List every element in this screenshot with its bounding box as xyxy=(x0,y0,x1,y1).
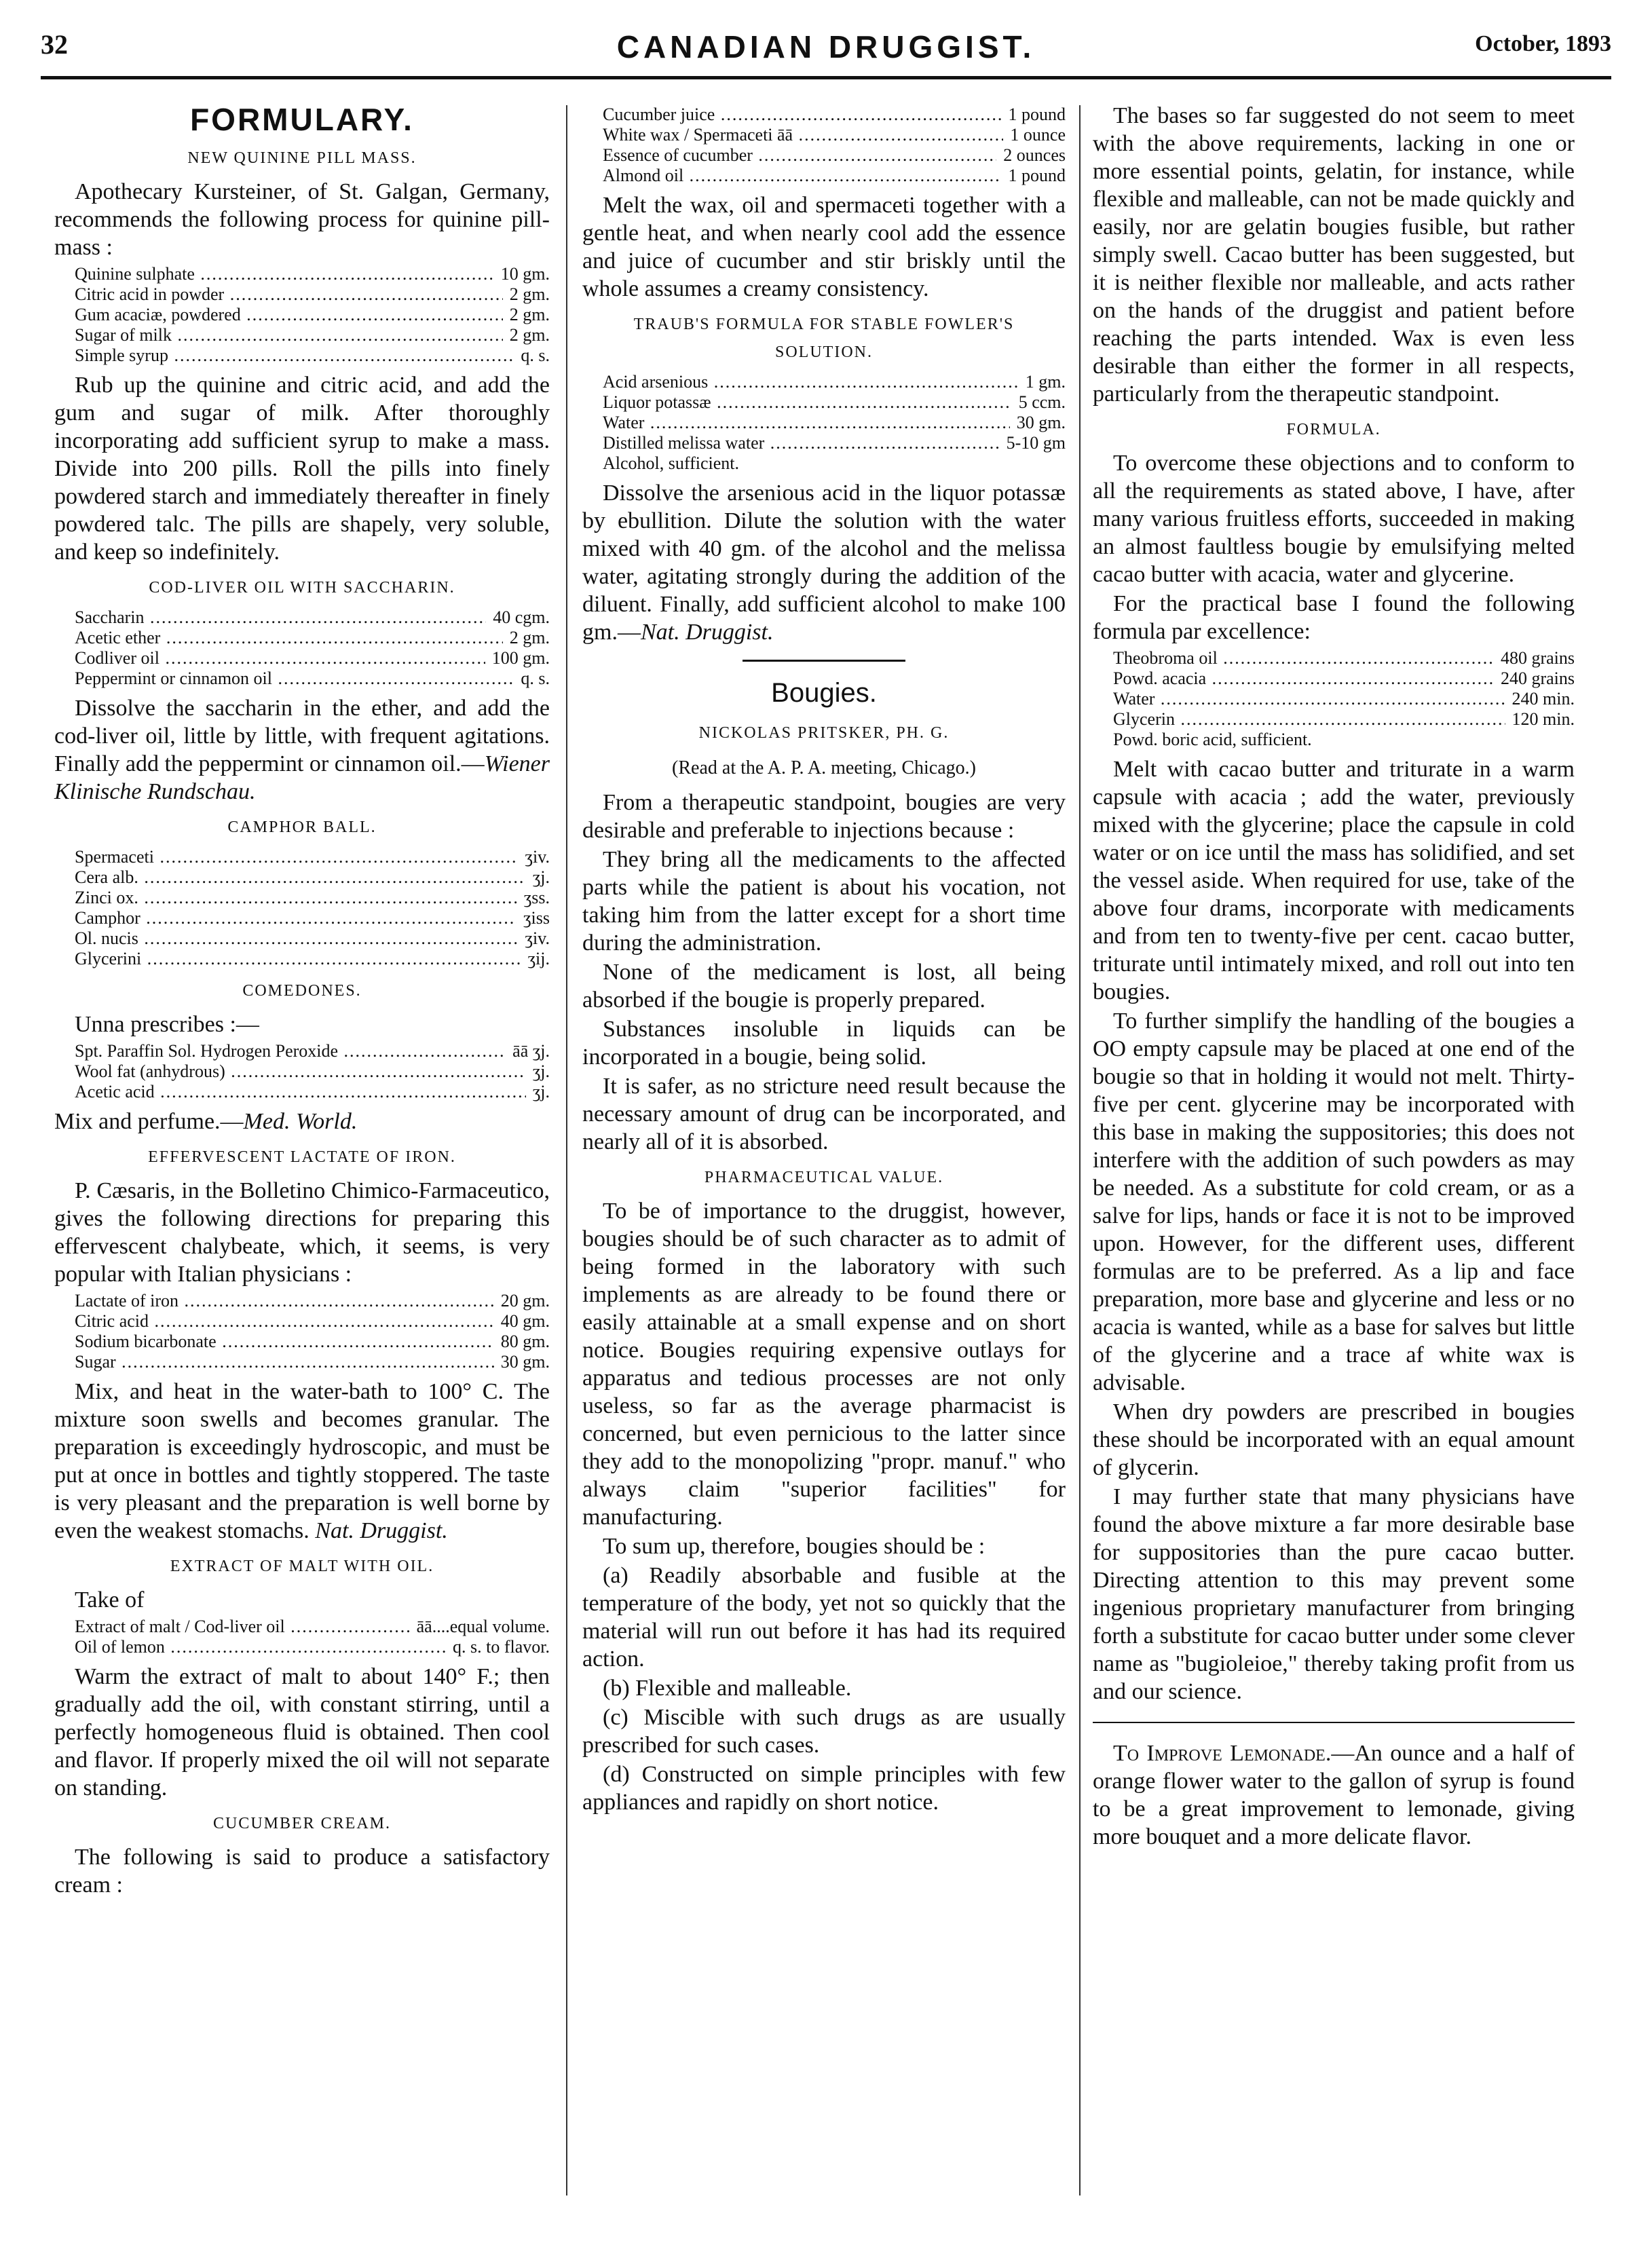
ingredient-name: Cera alb. ..... xyxy=(75,867,526,888)
ingredient-amount: q. s. xyxy=(514,345,550,366)
ingredient-amount: 40 cgm. xyxy=(486,607,550,628)
bougies-p14: I may further state that many physicians have found the above mixture a far more desirable base for suppositories than the pure cacao butter. Directing attention to this may prevent some ingenious proprietary manufacturer from bringing forth a substitute for cacao butter under some clever name as "bugioleioe," thereby taking profit from us and our science. xyxy=(1093,1484,1575,1704)
ingredient-row xyxy=(1113,648,1575,668)
ingredient-amount: 240 grains xyxy=(1494,668,1575,689)
ingredient-amount: 2 gm. xyxy=(503,325,550,345)
ingredient-name: Quinine sulphate ..... xyxy=(75,264,494,284)
ingredient-row xyxy=(75,1637,550,1657)
ingredient-row xyxy=(75,1061,550,1082)
ingredient-amount xyxy=(1059,453,1066,474)
ingredient-name: Lactate of iron ..... xyxy=(75,1291,494,1311)
ingredient-row xyxy=(75,888,550,908)
ingredient-amount: 5-10 gm xyxy=(1000,433,1066,453)
ingredient-name: Saccharin ..... xyxy=(75,607,486,628)
bougies-p9: To overcome these objections and to conform to all the requirements as stated above, I have, after many various fruitless efforts, succeeded in making an almost faultless bougie by emulsifying melted cacao butter with acacia, water and glycerine. xyxy=(1093,451,1575,587)
comedones-intro: Unna prescribes :— xyxy=(75,1012,259,1037)
bougies-p1: From a therapeutic standpoint, bougies are very desirable and preferable to injections because : xyxy=(582,790,1066,843)
comedones-ingredients xyxy=(75,1041,550,1102)
quinine-ingredients xyxy=(75,264,550,366)
ingredient-name: Sodium bicarbonate ..... xyxy=(75,1332,494,1352)
ingredient-amount: 10 gm. xyxy=(494,264,550,284)
ingredient-name: Spt. Paraffin Sol. Hydrogen Peroxide ..... xyxy=(75,1041,506,1061)
ingredient-row xyxy=(75,928,550,949)
bougies-list-b: (b) Flexible and malleable. xyxy=(603,1676,852,1701)
ingredient-amount: 2 gm. xyxy=(503,305,550,325)
ingredient-amount: 480 grains xyxy=(1494,648,1575,668)
ingredient-amount: ʒiv. xyxy=(518,928,550,949)
ingredient-row xyxy=(603,125,1066,145)
ingredient-name: Camphor ..... xyxy=(75,908,517,928)
issue-date: October, 1893 xyxy=(1475,31,1611,56)
ingredient-amount: q. s. to flavor. xyxy=(446,1637,550,1657)
ingredient-amount: 30 gm. xyxy=(1010,413,1066,433)
quinine-subtitle: NEW QUININE PILL MASS. xyxy=(187,149,417,167)
section-rule xyxy=(743,660,905,662)
ingredient-row xyxy=(75,345,550,366)
ingredient-row xyxy=(603,372,1066,392)
ingredient-amount: 5 ccm. xyxy=(1012,392,1066,413)
ingredient-name: Simple syrup ..... xyxy=(75,345,514,366)
lactate-subtitle: EFFERVESCENT LACTATE OF IRON. xyxy=(148,1148,456,1166)
ingredient-name: Wool fat (anhydrous) ..... xyxy=(75,1061,526,1082)
ingredient-name: Almond oil ..... xyxy=(603,166,1002,186)
ingredient-amount: 1 gm. xyxy=(1019,372,1066,392)
ingredient-name: Water ..... xyxy=(1113,689,1505,709)
ingredient-row xyxy=(1113,689,1575,709)
bougies-list-d: (d) Constructed on simple principles with few appliances and rapidly on short notice. xyxy=(582,1762,1066,1815)
ingredient-row xyxy=(603,392,1066,413)
ingredient-amount: 2 ounces xyxy=(996,145,1066,166)
ingredient-amount: 1 pound xyxy=(1002,105,1066,125)
ingredient-amount: ʒj. xyxy=(526,1061,550,1082)
formulary-title: FORMULARY. xyxy=(190,102,414,137)
bougies-p8: The bases so far suggested do not seem to meet with the above requirements, lacking in one or more essential points, gelatin, for instance, while flexible and malleable, can not be made quickly and easily, nor are gelatin bougies fusible, but rather simply swell. Cacao butter has been suggested, but it is neither flexible nor malleable, and acts rather on the hands of the druggist and patient before reaching the parts intended. Wax is even less desirable than either the former in all respects, particularly from the therapeutic standpoint. xyxy=(1093,103,1575,407)
ingredient-amount: 30 gm. xyxy=(494,1352,550,1372)
ingredient-name: Oil of lemon ..... xyxy=(75,1637,446,1657)
ingredient-name: Glycerini ..... xyxy=(75,949,521,969)
lemonade-heading: To Improve Lemonade. xyxy=(1113,1741,1332,1766)
bougies-list-c: (c) Miscible with such drugs as are usually prescribed for such cases. xyxy=(582,1705,1066,1758)
ingredient-amount: 20 gm. xyxy=(494,1291,550,1311)
bougies-p12: To further simplify the handling of the bougies a OO empty capsule may be placed at one end of the bougie so that in holding it would not melt. Thirty-five per cent. glycerine may be incorporated with this base in making the suppositories; this does not interfere with the addition of such powders as may be needed. As a substitute for cold cream, or as a salve for lips, hands or face it is not to be improved upon. However, for the different uses, different formulas are to be preferred. As a lip and face preparation, more base and glycerine and less or no acacia is wanted, while as a base for salves but little of the glycerine and a trace af white wax is advisable. xyxy=(1093,1009,1575,1395)
ingredient-amount: 2 gm. xyxy=(503,628,550,648)
ingredient-name: Powd. boric acid, sufficient. xyxy=(1113,730,1312,749)
fowler-subtitle: TRAUB'S FORMULA FOR STABLE FOWLER'S SOLUTION. xyxy=(633,316,1015,361)
ingredient-amount: ʒiss xyxy=(517,908,550,928)
ingredient-row xyxy=(75,1082,550,1102)
column-1 xyxy=(54,88,550,1900)
bougies-p10: For the practical base I found the following formula par excellence: xyxy=(1093,591,1575,644)
ingredient-name: Cucumber juice ..... xyxy=(603,105,1002,125)
ingredient-amount: 1 pound xyxy=(1002,166,1066,186)
ingredient-row xyxy=(75,1332,550,1352)
ingredient-name: Glycerin ..... xyxy=(1113,709,1505,730)
ingredient-name: Citric acid ..... xyxy=(75,1311,494,1332)
cucumber-subtitle: CUCUMBER CREAM. xyxy=(212,1815,392,1832)
bougies-author: NICKOLAS PRITSKER, PH. G. xyxy=(698,724,950,742)
ingredient-name: Theobroma oil ..... xyxy=(1113,648,1494,668)
bougies-p13: When dry powders are prescribed in bougies these should be incorporated with an equal amount of glycerin. xyxy=(1093,1399,1575,1480)
bougies-note: (Read at the A. P. A. meeting, Chicago.) xyxy=(672,757,976,778)
ingredient-amount: ʒss. xyxy=(517,888,550,908)
bougies-p4: Substances insoluble in liquids can be incorporated in a bougie, being solid. xyxy=(582,1017,1066,1070)
malt-text: Warm the extract of malt to about 140° F.; then gradually add the oil, with constant stirring, until a perfectly homogeneous fluid is obtained. Then cool and flavor. If properly mixed the oil will not separate on standing. xyxy=(54,1664,550,1801)
ingredient-amount: 1 ounce xyxy=(1003,125,1066,145)
lactate-text: Mix, and heat in the water-bath to 100° C. The mixture soon swells and becomes granular. The preparation is exceedingly hydroscopic, and must be put at once in bottles and tightly stoppered. The taste is very pleasant and the preparation is well borne by even the weakest stomachs. Nat. Druggist. xyxy=(54,1379,550,1543)
ingredient-amount: 40 gm. xyxy=(494,1311,550,1332)
ingredient-row xyxy=(75,264,550,284)
cucumber-ingredients xyxy=(603,105,1066,186)
lactate-intro: P. Cæsaris, in the Bolletino Chimico-Farmaceutico, gives the following directions for preparing this effervescent chalybeate, which, it seems, is very popular with Italian physicians : xyxy=(54,1178,550,1287)
ingredient-row xyxy=(75,668,550,689)
ingredient-amount: q. s. xyxy=(514,668,550,689)
malt-ingredients xyxy=(75,1617,550,1657)
ingredient-row xyxy=(75,867,550,888)
ingredient-row xyxy=(75,1617,550,1637)
column-divider-1 xyxy=(566,105,567,2195)
ingredient-row xyxy=(75,325,550,345)
fowler-text: Dissolve the arsenious acid in the liquor potassæ by ebullition. Dilute the solution with the water mixed with 40 gm. of the alcohol and the melissa water, agitating strongly during the addition of the diluent. Finally, add sufficient alcohol to make 100 gm.—Nat. Druggist. xyxy=(582,480,1066,645)
ingredient-name: White wax / Spermaceti āā ..... xyxy=(603,125,1003,145)
bougies-title: Bougies. xyxy=(771,678,877,708)
comedones-subtitle: COMEDONES. xyxy=(242,982,362,1000)
page-number: 32 xyxy=(41,29,68,60)
ingredient-row xyxy=(603,105,1066,125)
codliver-text: Dissolve the saccharin in the ether, and add the cod-liver oil, little by little, with frequent agitations. Finally add the peppermint or cinnamon oil.—Wiener Klinische Rundschau. xyxy=(54,696,550,804)
ingredient-amount: ʒj. xyxy=(526,867,550,888)
ingredient-name: Powd. acacia ..... xyxy=(1113,668,1494,689)
ingredient-row xyxy=(75,628,550,648)
ingredient-name: Sugar of milk ..... xyxy=(75,325,503,345)
ingredient-name: Acetic ether ..... xyxy=(75,628,503,648)
ingredient-amount xyxy=(1568,730,1575,750)
ingredient-name: Ol. nucis ..... xyxy=(75,928,518,949)
ingredient-name: Extract of malt / Cod-liver oil ..... xyxy=(75,1617,410,1637)
ingredient-name: Water ..... xyxy=(603,413,1010,433)
ingredient-amount: ʒiv. xyxy=(518,847,550,867)
ingredient-name: Sugar ..... xyxy=(75,1352,494,1372)
cucumber-text: Melt the wax, oil and spermaceti together with a gentle heat, and when nearly cool add the essence and juice of cucumber and stir briskly until the whole assumes a creamy consistency. xyxy=(582,193,1066,301)
formula-subtitle: FORMULA. xyxy=(1286,421,1381,438)
column-divider-2 xyxy=(1079,105,1081,2195)
ingredient-amount: 240 min. xyxy=(1505,689,1575,709)
ingredient-row xyxy=(75,305,550,325)
ingredient-amount: ʒj. xyxy=(526,1082,550,1102)
bougies-p3: None of the medicament is lost, all being absorbed if the bougie is properly prepared. xyxy=(582,960,1066,1013)
codliver-subtitle: COD-LIVER OIL WITH SACCHARIN. xyxy=(149,579,455,597)
ingredient-row xyxy=(603,166,1066,186)
ingredient-amount: 120 min. xyxy=(1505,709,1575,730)
ingredient-row xyxy=(1113,709,1575,730)
lemonade-text: —An ounce and a half of orange flower water to the gallon of syrup is found to be a great improvement to lemonade, giving more bouquet and a more delicate flavor. xyxy=(1093,1741,1575,1849)
lactate-ingredients xyxy=(75,1291,550,1372)
ingredient-row xyxy=(603,433,1066,453)
ingredient-row xyxy=(75,1352,550,1372)
ingredient-row xyxy=(75,1041,550,1061)
ingredient-row xyxy=(75,1311,550,1332)
bougies-p2: They bring all the medicaments to the affected parts while the patient is about his vocation, not taking him from the latter except for a short time during the administration. xyxy=(582,847,1066,956)
ingredient-name: Zinci ox. ..... xyxy=(75,888,517,908)
ingredient-row xyxy=(603,413,1066,433)
lactate-source: Nat. Druggist. xyxy=(315,1518,448,1543)
camphor-ingredients xyxy=(75,847,550,969)
ingredient-name: Liquor potassæ ..... xyxy=(603,392,1012,413)
fowler-ingredients xyxy=(603,372,1066,474)
comedones-text: Mix and perfume.—Med. World. xyxy=(54,1109,358,1134)
ingredient-row xyxy=(603,145,1066,166)
ingredient-row xyxy=(75,648,550,668)
camphor-subtitle: CAMPHOR BALL. xyxy=(227,818,377,836)
ingredient-name: Spermaceti ..... xyxy=(75,847,518,867)
pharm-subtitle: PHARMACEUTICAL VALUE. xyxy=(704,1169,944,1186)
ingredient-row xyxy=(75,847,550,867)
lemonade-paragraph xyxy=(1093,1739,1575,1851)
bougies-p7: To sum up, therefore, bougies should be : xyxy=(603,1534,985,1559)
ingredient-amount: 2 gm. xyxy=(503,284,550,305)
quinine-text: Rub up the quinine and citric acid, and add the gum and sugar of milk. After thoroughly incorporating add sufficient syrup to make a mass. Divide into 200 pills. Roll the pills into finely powdered starch and immediately thereafter in finely powdered talc. The pills are shapely, very soluble, and keep so indefinitely. xyxy=(54,373,550,565)
ingredient-name: Peppermint or cinnamon oil ..... xyxy=(75,668,514,689)
page-header xyxy=(41,29,1611,69)
codliver-ingredients xyxy=(75,607,550,689)
ingredient-name: Acetic acid ..... xyxy=(75,1082,526,1102)
bougies-ingredients xyxy=(1113,648,1575,750)
bougies-p11: Melt with cacao butter and triturate in a warm capsule with acacia ; add the water, previously mixed with the glycerine; place the capsule in cold water or on ice until the mass has solidified, and set the vessel aside. When required for use, take of the above four drams, incorporate with medicaments and from ten to twenty-five per cent. cacao butter, triturate until intimately mixed, and roll out into ten bougies. xyxy=(1093,757,1575,1004)
lemonade-rule xyxy=(1093,1722,1575,1723)
ingredient-amount: āā ʒj. xyxy=(506,1041,550,1061)
bougies-list-a: (a) Readily absorbable and fusible at the temperature of the body, yet not so quickly that the material will run out before it has had its required action. xyxy=(582,1563,1066,1672)
ingredient-amount: 100 gm. xyxy=(485,648,550,668)
ingredient-name: Essence of cucumber ..... xyxy=(603,145,996,166)
fowler-source: Nat. Druggist. xyxy=(640,620,774,645)
bougies-p5: It is safer, as no stricture need result because the necessary amount of drug can be incorporated, and nearly all of it is absorbed. xyxy=(582,1074,1066,1154)
publication-title: CANADIAN DRUGGIST. xyxy=(616,29,1036,64)
ingredient-row xyxy=(603,453,1066,474)
comedones-source: Med. World. xyxy=(243,1109,358,1134)
malt-intro: Take of xyxy=(75,1587,145,1613)
ingredient-name: Distilled melissa water ..... xyxy=(603,433,1000,453)
ingredient-name: Acid arsenious ..... xyxy=(603,372,1019,392)
column-2 xyxy=(582,102,1066,1817)
ingredient-amount: 80 gm. xyxy=(494,1332,550,1352)
ingredient-amount: ʒij. xyxy=(521,949,550,969)
ingredient-name: Citric acid in powder ..... xyxy=(75,284,503,305)
header-rule xyxy=(41,76,1611,79)
quinine-intro: Apothecary Kursteiner, of St. Galgan, Germany, recommends the following process for quinine pill-mass : xyxy=(54,179,550,260)
ingredient-row xyxy=(75,908,550,928)
ingredient-row xyxy=(1113,668,1575,689)
ingredient-row xyxy=(1113,730,1575,750)
ingredient-row xyxy=(75,949,550,969)
column-3 xyxy=(1093,102,1575,1852)
ingredient-row xyxy=(75,607,550,628)
cucumber-intro: The following is said to produce a satisfactory cream : xyxy=(54,1845,550,1898)
ingredient-amount: āā....equal volume. xyxy=(410,1617,550,1637)
codliver-source: Wiener Klinische Rundschau. xyxy=(54,751,550,804)
ingredient-name: Codliver oil ..... xyxy=(75,648,485,668)
ingredient-name: Alcohol, sufficient. xyxy=(603,453,739,473)
ingredient-row xyxy=(75,1291,550,1311)
ingredient-name: Gum acaciæ, powdered ..... xyxy=(75,305,503,325)
bougies-p6: To be of importance to the druggist, however, bougies should be of such character as to admit of being formed in the laboratory with such implements as are already to be found there or easily attainable at a small expense and on short notice. Bougies requiring expensive outlays for apparatus and tedious processes are not only useless, so far as the average pharmacist is concerned, but even pernicious to the latter since they add to the monopolizing "propr. manuf." who always claim "superior facilities" for manufacturing. xyxy=(582,1199,1066,1530)
ingredient-row xyxy=(75,284,550,305)
malt-subtitle: EXTRACT OF MALT WITH OIL. xyxy=(170,1558,434,1575)
